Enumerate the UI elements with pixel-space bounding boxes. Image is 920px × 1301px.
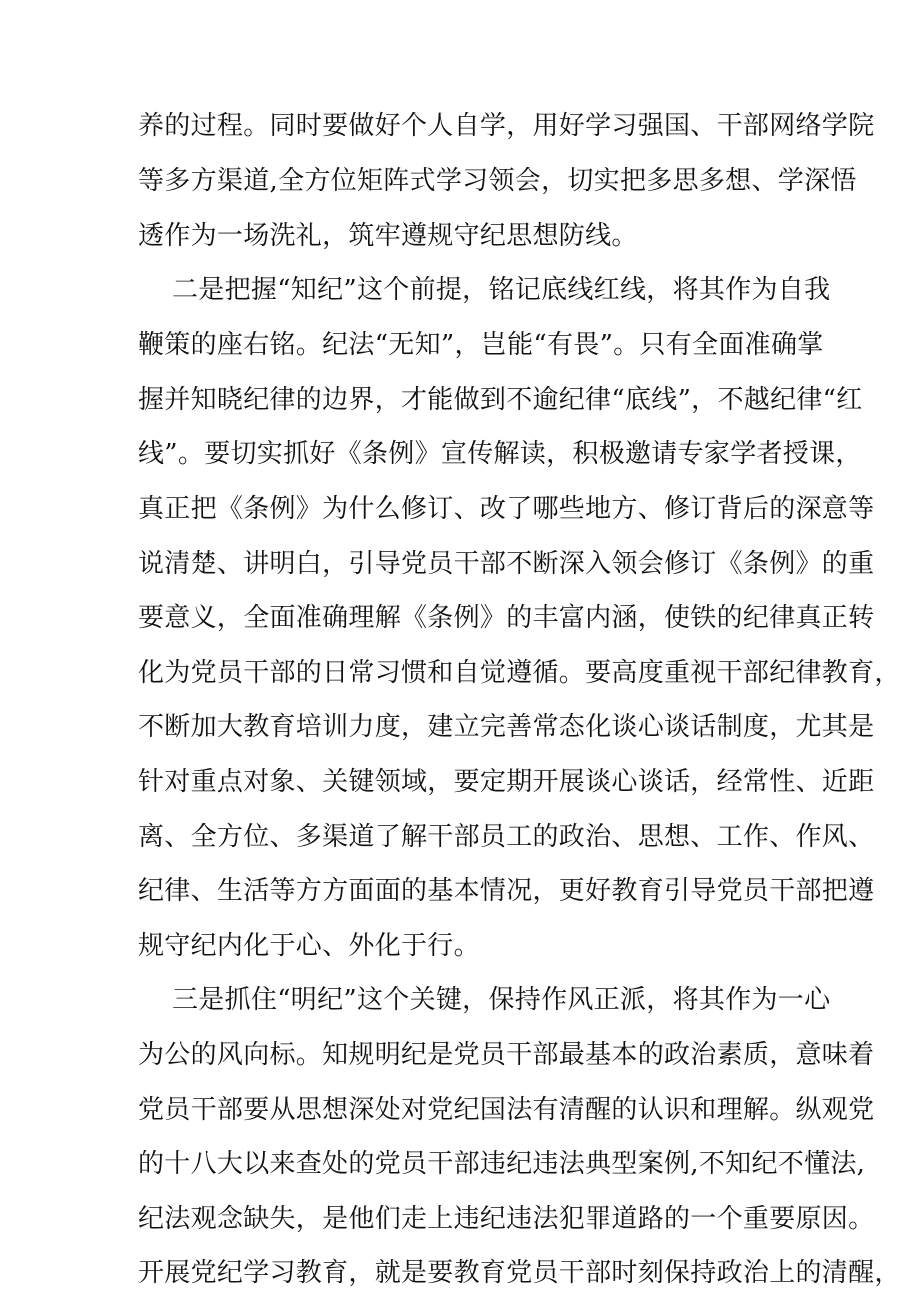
text-line: 说清楚、讲明白，引导党员干部不断深入领会修订《条例》的重 [138, 549, 875, 579]
text-line: 为公的风向标。知规明纪是党员干部最基本的政治素质，意味着 [138, 1040, 875, 1070]
text-line: 化为党员干部的日常习惯和自觉遵循。要高度重视干部纪律教育， [138, 658, 901, 688]
text-line: 等多方渠道,全方位矩阵式学习领会，切实把多思多想、学深悟 [138, 166, 857, 196]
text-line: 针对重点对象、关键领域，要定期开展谈心谈话，经常性、近距 [138, 767, 875, 797]
text-line: 要意义，全面准确理解《条例》的丰富内涵，使铁的纪律真正转 [138, 603, 875, 633]
text-line: 二是把握“知纪”这个前提，铭记底线红线，将其作为自我 [172, 275, 831, 305]
text-line: 开展党纪学习教育，就是要教育党员干部时刻保持政治上的清醒， [138, 1258, 901, 1288]
text-line: 离、全方位、多渠道了解干部员工的政治、思想、工作、作风、 [138, 822, 875, 852]
text-line: 党员干部要从思想深处对党纪国法有清醒的认识和理解。纵观党 [138, 1095, 875, 1125]
text-line: 纪法观念缺失，是他们走上违纪违法犯罪道路的一个重要原因。 [138, 1204, 875, 1234]
text-line: 真正把《条例》为什么修订、改了哪些地方、修订背后的深意等 [138, 494, 875, 524]
text-line: 不断加大教育培训力度，建立完善常态化谈心谈话制度，尤其是 [138, 712, 875, 742]
text-line: 鞭策的座右铭。纪法“无知”，岂能“有畏”。只有全面准确掌 [138, 330, 824, 360]
text-line: 三是抓住“明纪”这个关键，保持作风正派，将其作为一心 [172, 985, 831, 1015]
text-line: 纪律、生活等方方面面的基本情况，更好教育引导党员干部把遵 [138, 876, 875, 906]
text-line: 透作为一场洗礼，筑牢遵规守纪思想防线。 [138, 221, 638, 251]
text-line: 养的过程。同时要做好个人自学，用好学习强国、干部网络学院 [138, 111, 875, 141]
text-line: 规守纪内化于心、外化于行。 [138, 931, 480, 961]
text-line: 的十八大以来查处的党员干部违纪违法典型案例,不知纪不懂法, [138, 1149, 866, 1179]
text-line: 握并知晓纪律的边界，才能做到不逾纪律“底线”，不越纪律“红 [138, 385, 863, 415]
text-line: 线”。要切实抓好《条例》宣传解读，积极邀请专家学者授课， [138, 439, 862, 469]
